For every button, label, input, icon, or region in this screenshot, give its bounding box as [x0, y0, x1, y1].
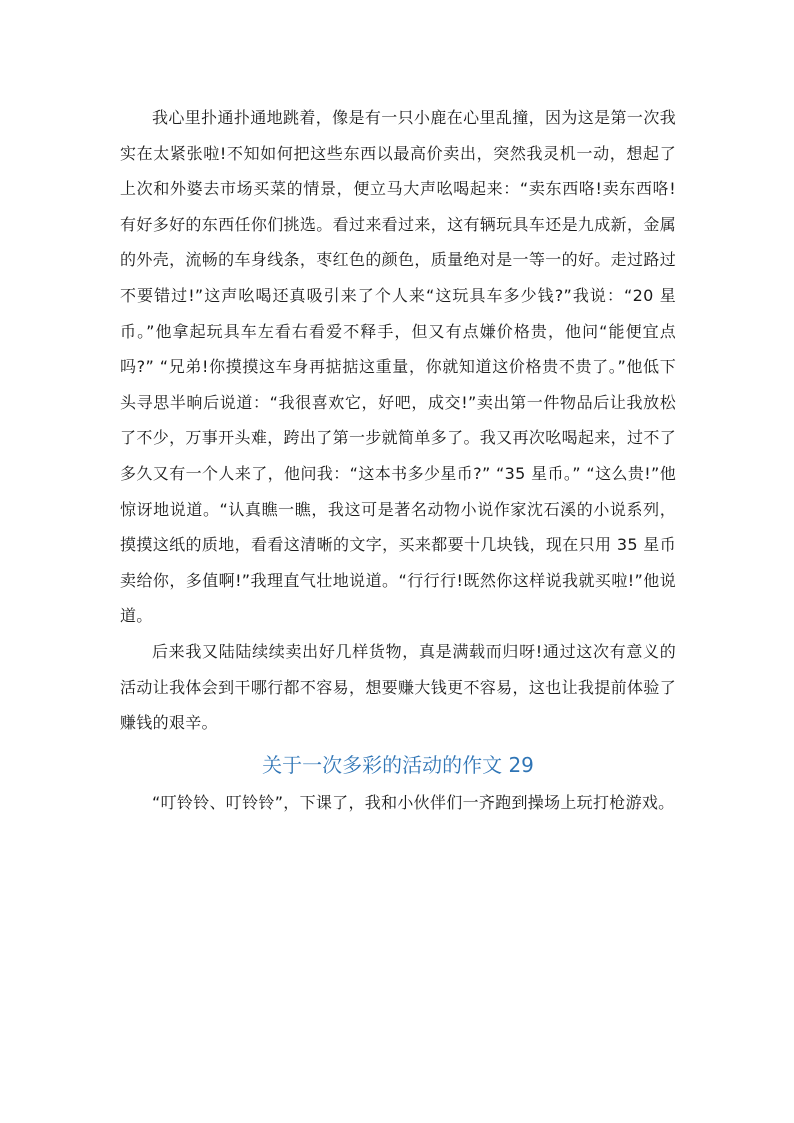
body-paragraph: “叮铃铃、叮铃铃”，下课了，我和小伙伴们一齐跑到操场上玩打枪游戏。 — [152, 792, 675, 812]
body-paragraph: 我心里扑通扑通地跳着，像是有一只小鹿在心里乱撞，因为这是第一次我实在太紧张啦!不知如何把这些东西以最高价卖出，突然我灵机一动，想起了上次和外婆去市场买菜的情景，便立马大声吆喝起来：“卖东西咯!卖东西咯!有好多好的东西任你们挑选。看过来看过来，这有辆玩具车还是九成新，金属的外壳，流畅的车身线条，枣红色的颜色，质量绝对是一等一的好。走过路过不要错过!”这声吆喝还真吸引来了个人来“这玩具车多少钱?”我说：“20 星币。”他拿起玩具车左看右看爱不释手，但又有点嫌价格贵，他问“能便宜点吗?” “兄弟!你摸摸这车身再掂掂这重量，你就知道这价格贵不贵了。”他低下头寻思半晌后说道：“我很喜欢它，好吧，成交!”卖出第一件物品后让我放松了不少，万事开头难，跨出了第一步就简单多了。我又再次吆喝起来，过不了多久又有一个人来了，他问我：“这本书多少星币?” “35 星币。” “这么贵!”他惊讶地说道。“认真瞧一瞧，我这可是著名动物小说作家沈石溪的小说系列，摸摸这纸的质地，看看这清晰的文字，买来都要十几块钱，现在只用 35 星币卖给你，多值啊!”我理直气壮地说道。“行行行!既然你这样说我就买啦!”他说道。 — [120, 108, 676, 626]
section-heading: 关于一次多彩的活动的作文 29 — [262, 752, 534, 777]
body-paragraph: 后来我又陆陆续续卖出好几样货物，真是满载而归呀!通过这次有意义的活动让我体会到干哪行都不容易，想要赚大钱更不容易，这也让我提前体验了赚钱的艰辛。 — [120, 641, 676, 733]
document-page — [120, 100, 676, 820]
